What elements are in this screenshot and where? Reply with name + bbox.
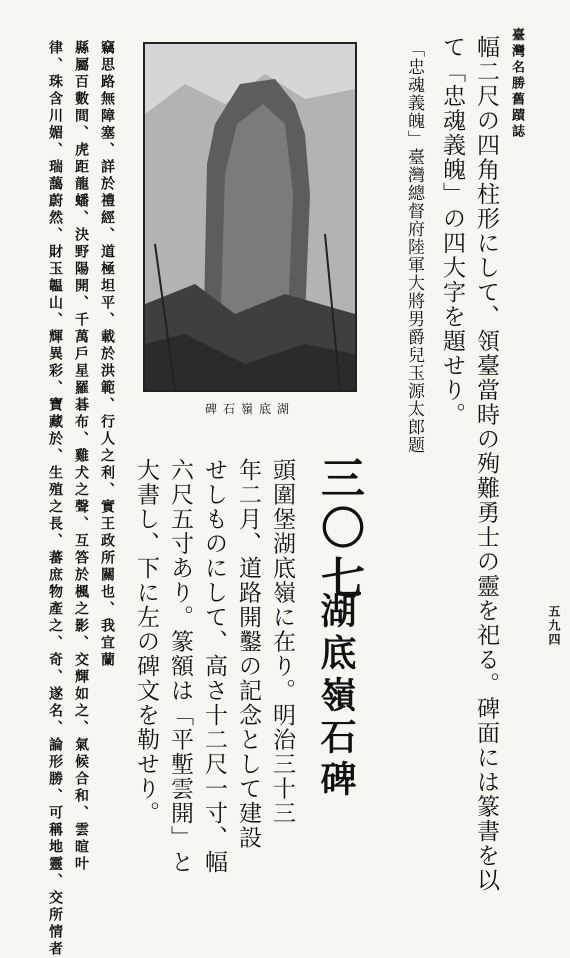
entry-number: 三〇七	[313, 455, 364, 605]
text-line: て「忠魂義魄」の四大字を題せり。	[439, 35, 465, 427]
text-line: 六尺五寸あり。篆額は「平塹雲開」と	[167, 458, 193, 875]
text-line: 幅二尺の四角柱形にして、領臺當時の殉難勇士の靈を祀る。碑面には篆書を以	[473, 35, 499, 893]
inscription-line: 縣屬百數間、虎距龍蟠、決野陽開、千萬戶星羅碁布、雞犬之聲、互答於楓之影、交輝如之、氣候合和、雲暄叶	[73, 40, 89, 873]
text-line: 頭圍堡湖底嶺に在り。明治三十三	[269, 458, 295, 826]
inscription-line: 竊思路無障塞、詳於禮經、道極坦平、載於洪範、行人之利、實王政所關也、我宜蘭	[99, 40, 115, 669]
text-line: せしものにして、高さ十二尺一寸、幅	[201, 458, 227, 875]
stone-monument-photo	[143, 42, 357, 392]
text-line: 大書し、下に左の碑文を勒せり。	[133, 458, 159, 826]
text-line: 年二月、道路開鑿の記念として建設	[235, 458, 261, 850]
page-number: 五九四	[547, 605, 561, 647]
entry-title: 湖底嶺石碑	[315, 592, 357, 802]
running-header: 臺灣名勝舊蹟誌	[509, 28, 524, 140]
photo-caption: 碑石嶺底湖	[204, 402, 295, 416]
inscription-credit: 「忠魂義魄」臺灣總督府陸軍大將男爵兒玉源太郎题	[404, 40, 424, 454]
monument-illustration	[145, 44, 355, 390]
inscription-line: 律、珠含川媚、瑞藹蔚然、財玉韞山、輝異彩、寶藏於、生殖之長、蕃庶物產之、奇、遂名、論形勝、可稱地靈、交所情者	[47, 40, 63, 958]
